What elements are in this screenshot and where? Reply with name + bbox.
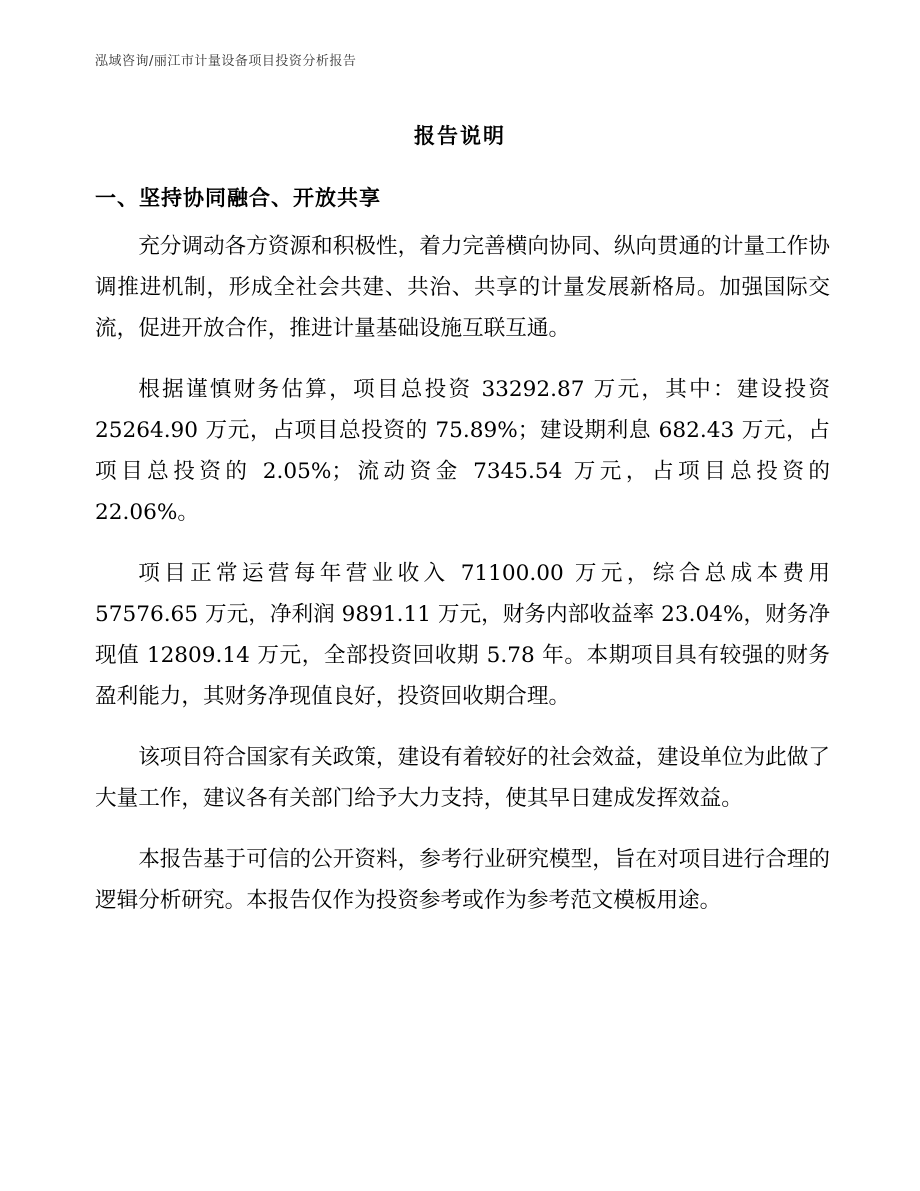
section-heading: 一、坚持协同融合、开放共享 <box>95 186 381 210</box>
paragraph-policy-support: 该项目符合国家有关政策，建设有着较好的社会效益，建设单位为此做了大量工作，建议各有关部门给予大力支持，使其早日建成发挥效益。 <box>95 745 830 811</box>
page-header: 泓域咨询/丽江市计量设备项目投资分析报告 <box>95 54 357 69</box>
paragraph-coordination: 充分调动各方资源和积极性，着力完善横向协同、纵向贯通的计量工作协调推进机制，形成全社会共建、共治、共享的计量发展新格局。加强国际交流，促进开放合作，推进计量基础设施互联互通。 <box>95 234 830 341</box>
paragraph-investment-estimate: 根据谨慎财务估算，项目总投资 33292.87 万元，其中：建设投资 25264.90 万元，占项目总投资的 75.89%；建设期利息 682.43 万元，占项目总投资的 2.05%；流动资金 7345.54 万元，占项目总投资的 22.06%。 <box>95 377 830 525</box>
paragraph-disclaimer: 本报告基于可信的公开资料，参考行业研究模型，旨在对项目进行合理的逻辑分析研究。本报告仅作为投资参考或作为参考范文模板用途。 <box>95 847 830 913</box>
document-body <box>95 226 830 941</box>
document-title: 报告说明 <box>414 124 506 148</box>
paragraph-financial-returns: 项目正常运营每年营业收入 71100.00 万元，综合总成本费用 57576.65 万元，净利润 9891.11 万元，财务内部收益率 23.04%，财务净现值 12809.14 万元，全部投资回收期 5.78 年。本期项目具有较强的财务盈利能力，其财务净现值良好，投资回收期合理。 <box>95 561 830 709</box>
